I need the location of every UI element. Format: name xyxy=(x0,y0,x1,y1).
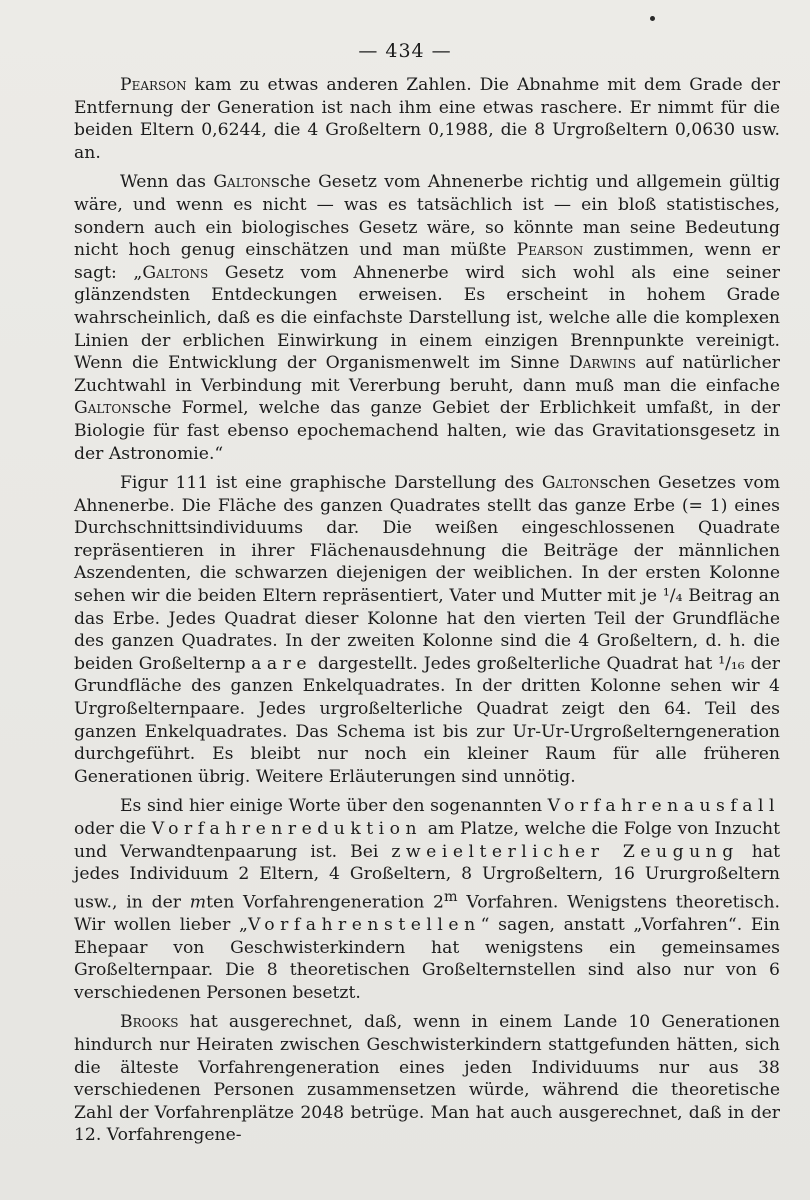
text-run: schen Gesetzes vom Ahnenerbe. Die Fläche des ganzen Quadrates stellt das ganze Erbe (= 1) eines Durchschnittsindividuums dar. Die weißen eingeschlossenen Quadrate repräsentieren in ihrer Flächenausdehnung die Beiträge der männlichen Aszendenten, die schwarzen diejenigen der weiblichen. In der ersten Kolonne sehen wir die beiden Eltern repräsentiert, Vater und Mutter mit je xyxy=(74,473,781,607)
text-run: Brooks xyxy=(120,1012,179,1033)
text-run: Vorfahrenreduktion xyxy=(151,819,423,839)
text-run: ¹/₁₆ xyxy=(718,653,745,674)
text-run: sche Formel, welche das ganze Gebiet der Erblichkeit umfaßt, in der Biologie für fast ebenso epochemachend halten, wie das Gravitationsgesetz in der Astronomie.“ xyxy=(74,398,780,464)
text-run: hat jedes Individuum 2 Eltern, 4 Großeltern, 8 Urgroßeltern, 16 Ururgroßeltern usw., in der xyxy=(74,841,781,913)
text-run: auf natürlicher Zuchtwahl in Verbindung mit Vererbung beruht, dann muß man die einfache xyxy=(74,353,780,396)
text-run: Darwins xyxy=(568,353,636,374)
ink-speck xyxy=(650,16,655,21)
text-run: Pearson xyxy=(120,75,187,95)
text-run: sche Gesetz vom Ahnenerbe richtig und allgemein gültig wäre, und wenn es nicht — was es tatsächlich ist — ein bloß statistisches, sondern auch ein biologisches Gesetz wäre, so könnte man seine Bedeutung nicht hoch genug einschätzen und man müßte xyxy=(74,172,780,261)
text-run: zweielterlicher Zeugung xyxy=(391,841,739,862)
text-run: m xyxy=(189,892,207,913)
text-run: Es sind hier einige Worte über den sogenannten xyxy=(120,796,548,817)
paragraph-figure-111 xyxy=(74,472,780,788)
text-run: Gesetz vom Ahnenerbe wird sich wohl als eine seiner glänzendsten Entdeckungen erweisen. Es erscheint in hohem Grade wahrscheinlich, daß es die einfachste Darstellung ist, welche alle die komplexen Linien der erblichen Einwirkung in einem einzigen Brennpunkte vereinigt. Wenn die Entwicklung der Organismenwelt im Sinne xyxy=(74,262,780,374)
text-run: Galton xyxy=(213,172,272,193)
text-run: Figur 111 ist eine graphische Darstellung des xyxy=(120,473,542,494)
text-run: ¹/₄ xyxy=(662,586,683,607)
paragraph-galton-law xyxy=(74,171,780,465)
text-run: Wenn das xyxy=(120,172,214,193)
text-run: zustimmen, wenn er sagt: „ xyxy=(74,240,780,283)
text-run: Vorfahrenausfall xyxy=(547,796,780,817)
text-run: hat ausgerechnet, daß, wenn in einem Lande 10 Generationen hindurch nur Heiraten zwischen Geschwisterkindern stattgefunden hätten, sich die älteste Vorfahrengeneration eines jeden Individuums nur aus 38 verschiedenen Personen zusammensetzen würde, während die theoretische Zahl der Vorfahrenplätze 2048 betrüge. Man hat auch ausgerechnet, daß in der 12. Vorfahrengene- xyxy=(74,1012,780,1146)
paragraph-brooks xyxy=(74,1011,780,1147)
paragraph-pearson xyxy=(74,74,780,164)
page-number: — 434 — xyxy=(358,40,452,62)
text-run: Vorfahrenstellen xyxy=(247,915,481,936)
text-run: am Platze, welche die Folge von Inzucht und Verwandtenpaarung ist. Bei xyxy=(74,819,780,862)
text-run: kam zu etwas anderen Zahlen. Die Abnahme mit dem Grade der Entfernung der Generation ist nach ihm eine etwas raschere. Er nimmt für die beiden Eltern 0,6244, die 4 Großeltern 0,1988, die 8 Urgroßeltern 0,0630 usw. an. xyxy=(74,75,780,163)
text-run: Pearson xyxy=(516,240,584,261)
text-run: “ sagen, anstatt „Vorfahren“. Ein Ehepaar von Geschwisterkindern hat wenigstens ein gemeinsames Großelternpaar. Die 8 theoretischen Großelternstellen sind also nur von 6 verschiedenen Personen besetzt. xyxy=(74,915,780,1003)
paragraph-vorfahrenausfall xyxy=(74,795,780,1004)
text-run: Beitrag an das Erbe. Jedes Quadrat dieser Kolonne hat den vierten Teil der Grundfläche des ganzen Quadrates. In der zweiten Kolonne sind die 4 Großeltern, d. h. die beiden Großeltern xyxy=(74,586,781,674)
text-run: Galton xyxy=(74,398,132,419)
text-run: oder die xyxy=(74,819,152,839)
text-run: der Grundfläche des ganzen Enkelquadrates. In der dritten Kolonne sehen wir 4 Urgroßelternpaare. Jedes urgroßelterliche Quadrat zeigt den 64. Teil des ganzen Enkelquadrates. Das Schema ist bis zur Ur-Ur-Urgroßelterngeneration durchgeführt. Es bleibt nur noch ein kleiner Raum für alle früheren Generationen übrig. Weitere Erläuterungen sind unnötig. xyxy=(74,653,780,787)
text-run: ten Vorfahrengeneration 2 xyxy=(206,892,444,913)
body-text xyxy=(74,74,780,1147)
text-run: paare xyxy=(234,653,313,674)
text-run: dargestellt. Jedes großelterliche Quadrat hat xyxy=(312,653,719,674)
text-run: Vorfahren. Wenigstens theoretisch. Wir wollen lieber „ xyxy=(74,892,780,936)
text-run: Galton xyxy=(541,473,600,494)
text-run: m xyxy=(444,888,458,905)
text-run: Galtons xyxy=(142,262,209,283)
